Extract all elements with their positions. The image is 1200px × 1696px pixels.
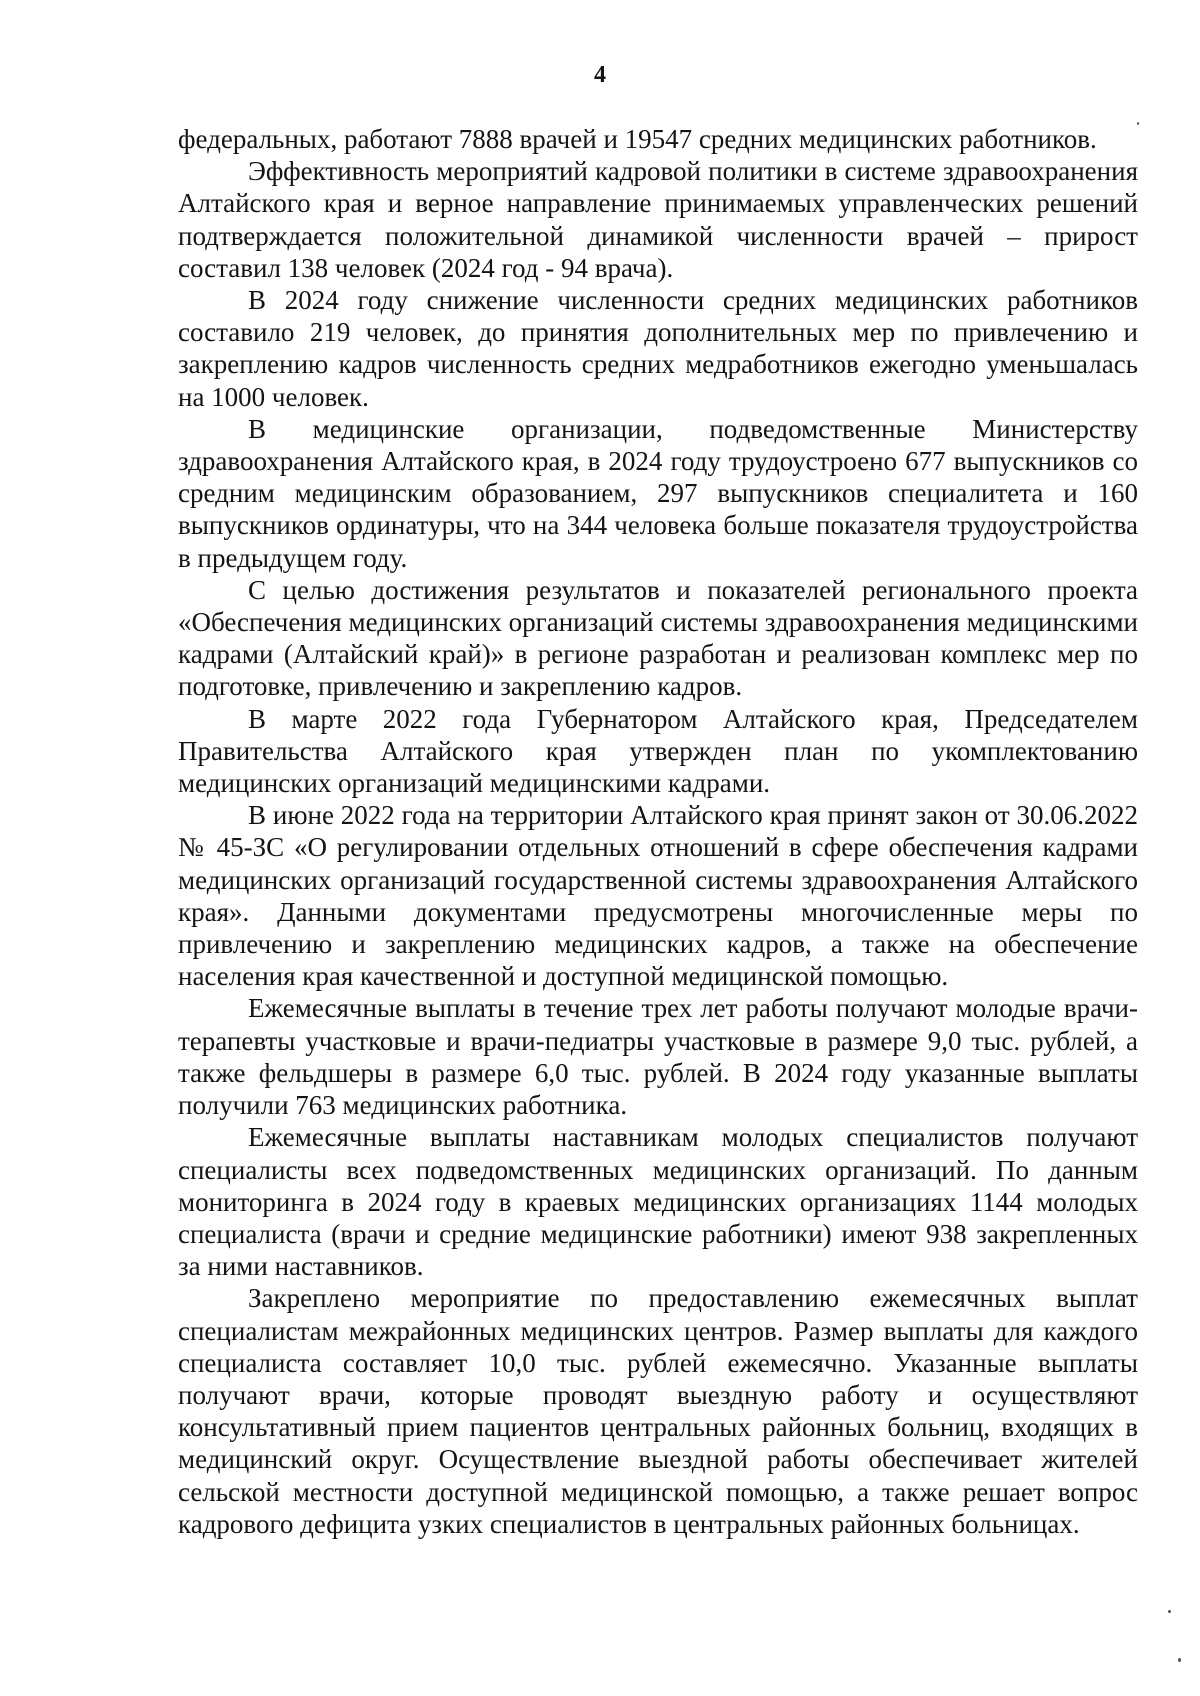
paragraph-1: федеральных, работают 7888 врачей и 19547 средних медицинских работников. xyxy=(178,124,1097,154)
paragraph-8: Ежемесячные выплаты в течение трех лет работы получают молодые врачи-терапевты участковые и врачи-педиатры участковые в размере 9,0 тыс. рублей, а также фельдшеры в размере 6,0 тыс. рублей. В 2024 году указанные выплаты получили 763 медицинских работника. xyxy=(178,993,1138,1121)
document-body xyxy=(178,123,1138,1540)
paragraph-4: В медицинские организации, подведомственные Министерству здравоохранения Алтайского края, в 2024 году трудоустроено 677 выпускников со средним медицинским образованием, 297 выпускников специалитета и 160 выпускников ординатуры, что на 344 человека больше показателя трудоустройства в предыдущем году. xyxy=(178,413,1138,573)
paragraph-6: В марте 2022 года Губернатором Алтайского края, Председателем Правительства Алтайского края утвержден план по укомплектованию медицинских организаций медицинскими кадрами. xyxy=(178,703,1138,799)
scan-speck xyxy=(1137,122,1139,125)
paragraph-7: В июне 2022 года на территории Алтайского края принят закон от 30.06.2022 № 45-ЗС «О регулировании отдельных отношений в сфере обеспечения кадрами медицинских организаций государственной системы здравоохранения Алтайского края». Данными документами предусмотрены многочисленные меры по привлечению и закреплению медицинских кадров, а также на обеспечение населения края качественной и доступной медицинской помощью. xyxy=(178,800,1138,992)
paragraph-5: С целью достижения результатов и показателей регионального проекта «Обеспечения медицинских организаций системы здравоохранения медицинскими кадрами (Алтайский край)» в регионе разработан и реализован комплекс мер по подготовке, привлечению и закреплению кадров. xyxy=(178,574,1138,702)
scan-speck xyxy=(1178,1658,1181,1662)
page-number: 4 xyxy=(594,62,606,88)
scan-speck xyxy=(1168,1610,1171,1613)
paragraph-9: Ежемесячные выплаты наставникам молодых специалистов получают специалисты всех подведомственных медицинских организаций. По данным мониторинга в 2024 году в краевых медицинских организациях 1144 молодых специалиста (врачи и средние медицинские работники) имеют 938 закрепленных за ними наставников. xyxy=(178,1122,1138,1282)
paragraph-2: Эффективность мероприятий кадровой политики в системе здравоохранения Алтайского края и верное направление принимаемых управленческих решений подтверждается положительной динамикой численности врачей – прирост составил 138 человек (2024 год - 94 врача). xyxy=(178,156,1138,283)
paragraph-10: Закреплено мероприятие по предоставлению ежемесячных выплат специалистам межрайонных медицинских центров. Размер выплаты для каждого специалиста составляет 10,0 тыс. рублей ежемесячно. Указанные выплаты получают врачи, которые проводят выездную работу и осуществляют консультативный прием пациентов центральных районных больниц, входящих в медицинский округ. Осуществление выездной работы обеспечивает жителей сельской местности доступной медицинской помощью, а также решает вопрос кадрового дефицита узких специалистов в центральных районных больницах. xyxy=(178,1283,1138,1539)
paragraph-3: В 2024 году снижение численности средних медицинских работников составило 219 человек, до принятия дополнительных мер по привлечению и закреплению кадров численность средних медработников ежегодно уменьшалась на 1000 человек. xyxy=(178,285,1138,412)
